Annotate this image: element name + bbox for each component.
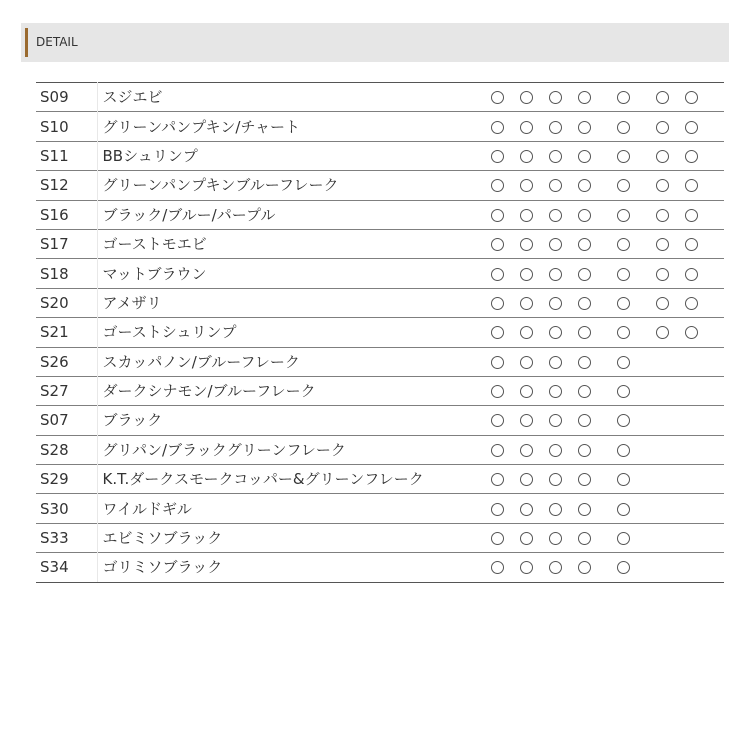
availability-cell	[483, 288, 512, 317]
section-header	[21, 23, 729, 62]
available-circle-icon	[491, 238, 504, 251]
available-circle-icon	[578, 238, 591, 251]
available-circle-icon	[520, 414, 533, 427]
availability-cell	[541, 141, 570, 170]
availability-cell	[648, 553, 677, 582]
available-circle-icon	[491, 268, 504, 281]
available-circle-icon	[656, 209, 669, 222]
color-name: ゴーストモエビ	[97, 229, 483, 258]
availability-cell	[483, 112, 512, 141]
availability-cell	[483, 553, 512, 582]
available-circle-icon	[685, 121, 698, 134]
availability-cell	[483, 318, 512, 347]
available-circle-icon	[617, 356, 630, 369]
availability-cell	[570, 553, 599, 582]
table-row	[36, 112, 724, 141]
available-circle-icon	[549, 473, 562, 486]
available-circle-icon	[685, 179, 698, 192]
availability-cell	[648, 229, 677, 258]
availability-cell	[599, 465, 648, 494]
available-circle-icon	[617, 238, 630, 251]
available-circle-icon	[549, 356, 562, 369]
available-circle-icon	[491, 414, 504, 427]
availability-cell	[541, 494, 570, 523]
availability-cell	[648, 259, 677, 288]
availability-cell	[648, 465, 677, 494]
availability-cell	[648, 141, 677, 170]
availability-cell	[541, 318, 570, 347]
available-circle-icon	[549, 268, 562, 281]
available-circle-icon	[491, 209, 504, 222]
available-circle-icon	[549, 561, 562, 574]
availability-cell	[677, 435, 706, 464]
availability-cell	[677, 318, 706, 347]
available-circle-icon	[656, 91, 669, 104]
availability-cell	[648, 406, 677, 435]
table-row	[36, 465, 724, 494]
color-name: ゴリミソブラック	[97, 553, 483, 582]
color-name: エビミソブラック	[97, 523, 483, 552]
available-circle-icon	[491, 473, 504, 486]
available-circle-icon	[549, 238, 562, 251]
row-spacer	[706, 288, 724, 317]
available-circle-icon	[617, 473, 630, 486]
available-circle-icon	[617, 385, 630, 398]
availability-cell	[648, 494, 677, 523]
availability-cell	[512, 318, 541, 347]
row-spacer	[706, 494, 724, 523]
availability-cell	[570, 112, 599, 141]
availability-cell	[599, 141, 648, 170]
availability-cell	[677, 288, 706, 317]
color-code: S26	[36, 347, 97, 376]
availability-cell	[599, 200, 648, 229]
availability-cell	[483, 171, 512, 200]
available-circle-icon	[685, 297, 698, 310]
availability-cell	[541, 83, 570, 112]
color-code: S28	[36, 435, 97, 464]
availability-cell	[541, 200, 570, 229]
availability-cell	[677, 83, 706, 112]
availability-cell	[541, 376, 570, 405]
table-row	[36, 523, 724, 552]
available-circle-icon	[549, 444, 562, 457]
color-code: S07	[36, 406, 97, 435]
available-circle-icon	[520, 532, 533, 545]
color-name: マットブラウン	[97, 259, 483, 288]
availability-cell	[512, 229, 541, 258]
availability-cell	[512, 376, 541, 405]
color-code: S27	[36, 376, 97, 405]
color-name: ダークシナモン/ブルーフレーク	[97, 376, 483, 405]
availability-cell	[570, 406, 599, 435]
availability-cell	[541, 465, 570, 494]
available-circle-icon	[491, 356, 504, 369]
availability-cell	[599, 288, 648, 317]
table-row	[36, 288, 724, 317]
available-circle-icon	[617, 532, 630, 545]
availability-cell	[648, 318, 677, 347]
availability-cell	[648, 200, 677, 229]
availability-cell	[648, 523, 677, 552]
available-circle-icon	[578, 356, 591, 369]
available-circle-icon	[685, 91, 698, 104]
availability-cell	[677, 229, 706, 258]
availability-cell	[599, 553, 648, 582]
color-name: グリパン/ブラックグリーンフレーク	[97, 435, 483, 464]
color-code: S21	[36, 318, 97, 347]
header-accent-bar	[25, 28, 28, 57]
available-circle-icon	[549, 503, 562, 516]
available-circle-icon	[491, 297, 504, 310]
row-spacer	[706, 376, 724, 405]
availability-cell	[483, 376, 512, 405]
available-circle-icon	[685, 268, 698, 281]
available-circle-icon	[578, 414, 591, 427]
availability-cell	[512, 406, 541, 435]
available-circle-icon	[617, 444, 630, 457]
availability-cell	[483, 141, 512, 170]
availability-cell	[570, 523, 599, 552]
table-row	[36, 406, 724, 435]
available-circle-icon	[520, 150, 533, 163]
color-name: ワイルドギル	[97, 494, 483, 523]
availability-cell	[541, 435, 570, 464]
available-circle-icon	[578, 503, 591, 516]
table-row	[36, 259, 724, 288]
availability-cell	[570, 435, 599, 464]
available-circle-icon	[578, 268, 591, 281]
availability-cell	[599, 171, 648, 200]
availability-cell	[677, 347, 706, 376]
available-circle-icon	[578, 179, 591, 192]
color-name: K.T.ダークスモークコッパー&グリーンフレーク	[97, 465, 483, 494]
availability-cell	[570, 376, 599, 405]
available-circle-icon	[491, 503, 504, 516]
availability-cell	[483, 259, 512, 288]
available-circle-icon	[578, 209, 591, 222]
available-circle-icon	[549, 297, 562, 310]
row-spacer	[706, 259, 724, 288]
available-circle-icon	[656, 297, 669, 310]
availability-cell	[677, 141, 706, 170]
availability-cell	[512, 553, 541, 582]
available-circle-icon	[617, 209, 630, 222]
row-spacer	[706, 406, 724, 435]
availability-cell	[570, 83, 599, 112]
availability-cell	[648, 435, 677, 464]
color-name: スジエビ	[97, 83, 483, 112]
available-circle-icon	[578, 121, 591, 134]
availability-cell	[599, 406, 648, 435]
available-circle-icon	[617, 179, 630, 192]
availability-cell	[570, 318, 599, 347]
available-circle-icon	[685, 150, 698, 163]
availability-cell	[483, 229, 512, 258]
available-circle-icon	[617, 503, 630, 516]
available-circle-icon	[549, 179, 562, 192]
available-circle-icon	[578, 385, 591, 398]
available-circle-icon	[549, 150, 562, 163]
availability-cell	[570, 171, 599, 200]
available-circle-icon	[520, 209, 533, 222]
availability-cell	[677, 112, 706, 141]
availability-cell	[677, 171, 706, 200]
available-circle-icon	[520, 444, 533, 457]
available-circle-icon	[520, 238, 533, 251]
available-circle-icon	[656, 268, 669, 281]
color-code: S30	[36, 494, 97, 523]
available-circle-icon	[656, 326, 669, 339]
availability-cell	[648, 83, 677, 112]
available-circle-icon	[549, 385, 562, 398]
available-circle-icon	[520, 179, 533, 192]
available-circle-icon	[491, 385, 504, 398]
availability-cell	[570, 494, 599, 523]
availability-cell	[570, 200, 599, 229]
color-code: S18	[36, 259, 97, 288]
availability-cell	[570, 465, 599, 494]
availability-cell	[483, 83, 512, 112]
table-row	[36, 318, 724, 347]
row-spacer	[706, 141, 724, 170]
available-circle-icon	[491, 150, 504, 163]
availability-cell	[541, 347, 570, 376]
availability-cell	[599, 112, 648, 141]
available-circle-icon	[491, 326, 504, 339]
available-circle-icon	[656, 179, 669, 192]
table-row	[36, 141, 724, 170]
availability-cell	[512, 171, 541, 200]
availability-cell	[512, 259, 541, 288]
available-circle-icon	[520, 503, 533, 516]
availability-cell	[541, 171, 570, 200]
availability-cell	[541, 112, 570, 141]
color-availability-table	[36, 82, 724, 583]
available-circle-icon	[549, 414, 562, 427]
row-spacer	[706, 523, 724, 552]
available-circle-icon	[520, 385, 533, 398]
available-circle-icon	[617, 91, 630, 104]
table-row	[36, 376, 724, 405]
color-name: スカッパノン/ブルーフレーク	[97, 347, 483, 376]
available-circle-icon	[520, 268, 533, 281]
availability-cell	[599, 347, 648, 376]
available-circle-icon	[491, 121, 504, 134]
section-title: DETAIL	[36, 35, 78, 49]
availability-cell	[570, 259, 599, 288]
available-circle-icon	[549, 209, 562, 222]
row-spacer	[706, 112, 724, 141]
availability-cell	[570, 347, 599, 376]
available-circle-icon	[549, 121, 562, 134]
table-row	[36, 553, 724, 582]
available-circle-icon	[578, 444, 591, 457]
availability-cell	[677, 465, 706, 494]
available-circle-icon	[520, 356, 533, 369]
availability-cell	[677, 259, 706, 288]
available-circle-icon	[617, 326, 630, 339]
available-circle-icon	[491, 532, 504, 545]
available-circle-icon	[491, 91, 504, 104]
availability-cell	[541, 406, 570, 435]
row-spacer	[706, 435, 724, 464]
availability-cell	[541, 553, 570, 582]
available-circle-icon	[578, 326, 591, 339]
availability-cell	[541, 288, 570, 317]
availability-cell	[541, 523, 570, 552]
available-circle-icon	[656, 238, 669, 251]
availability-cell	[483, 200, 512, 229]
available-circle-icon	[491, 179, 504, 192]
row-spacer	[706, 318, 724, 347]
color-name: BBシュリンプ	[97, 141, 483, 170]
available-circle-icon	[520, 121, 533, 134]
available-circle-icon	[685, 238, 698, 251]
color-code: S12	[36, 171, 97, 200]
available-circle-icon	[578, 561, 591, 574]
color-name: グリーンパンプキン/チャート	[97, 112, 483, 141]
availability-cell	[599, 229, 648, 258]
available-circle-icon	[491, 561, 504, 574]
availability-cell	[512, 494, 541, 523]
color-code: S16	[36, 200, 97, 229]
availability-cell	[648, 288, 677, 317]
available-circle-icon	[578, 532, 591, 545]
available-circle-icon	[617, 268, 630, 281]
available-circle-icon	[617, 150, 630, 163]
available-circle-icon	[685, 209, 698, 222]
color-name: アメザリ	[97, 288, 483, 317]
availability-cell	[512, 465, 541, 494]
available-circle-icon	[520, 91, 533, 104]
table-row	[36, 229, 724, 258]
availability-cell	[648, 347, 677, 376]
availability-cell	[483, 523, 512, 552]
available-circle-icon	[685, 326, 698, 339]
availability-cell	[512, 112, 541, 141]
availability-cell	[677, 494, 706, 523]
availability-cell	[677, 553, 706, 582]
availability-cell	[541, 259, 570, 288]
availability-cell	[677, 376, 706, 405]
available-circle-icon	[656, 121, 669, 134]
availability-cell	[512, 523, 541, 552]
available-circle-icon	[578, 91, 591, 104]
available-circle-icon	[578, 473, 591, 486]
availability-cell	[677, 200, 706, 229]
availability-cell	[648, 171, 677, 200]
color-code: S10	[36, 112, 97, 141]
available-circle-icon	[491, 444, 504, 457]
availability-cell	[483, 465, 512, 494]
availability-cell	[512, 200, 541, 229]
row-spacer	[706, 553, 724, 582]
available-circle-icon	[549, 91, 562, 104]
table-row	[36, 171, 724, 200]
availability-cell	[599, 259, 648, 288]
available-circle-icon	[617, 561, 630, 574]
table-row	[36, 83, 724, 112]
color-name: ブラック/ブルー/パープル	[97, 200, 483, 229]
availability-cell	[599, 83, 648, 112]
table-row	[36, 494, 724, 523]
available-circle-icon	[578, 297, 591, 310]
available-circle-icon	[549, 532, 562, 545]
table-row	[36, 347, 724, 376]
availability-cell	[483, 406, 512, 435]
color-name: ゴーストシュリンプ	[97, 318, 483, 347]
available-circle-icon	[549, 326, 562, 339]
availability-cell	[648, 376, 677, 405]
availability-cell	[512, 288, 541, 317]
availability-cell	[599, 523, 648, 552]
availability-cell	[599, 376, 648, 405]
color-code: S17	[36, 229, 97, 258]
color-code: S20	[36, 288, 97, 317]
row-spacer	[706, 83, 724, 112]
row-spacer	[706, 200, 724, 229]
availability-cell	[483, 347, 512, 376]
availability-cell	[512, 347, 541, 376]
availability-cell	[599, 435, 648, 464]
color-name: ブラック	[97, 406, 483, 435]
available-circle-icon	[656, 150, 669, 163]
available-circle-icon	[520, 561, 533, 574]
availability-cell	[512, 141, 541, 170]
color-code: S09	[36, 83, 97, 112]
row-spacer	[706, 171, 724, 200]
availability-cell	[570, 288, 599, 317]
available-circle-icon	[520, 326, 533, 339]
availability-cell	[483, 435, 512, 464]
availability-cell	[599, 494, 648, 523]
color-code: S29	[36, 465, 97, 494]
row-spacer	[706, 347, 724, 376]
availability-cell	[677, 406, 706, 435]
available-circle-icon	[520, 297, 533, 310]
availability-cell	[541, 229, 570, 258]
availability-cell	[483, 494, 512, 523]
table-row	[36, 200, 724, 229]
color-code: S34	[36, 553, 97, 582]
available-circle-icon	[520, 473, 533, 486]
color-code: S33	[36, 523, 97, 552]
available-circle-icon	[578, 150, 591, 163]
available-circle-icon	[617, 121, 630, 134]
color-name: グリーンパンプキンブルーフレーク	[97, 171, 483, 200]
table-row	[36, 435, 724, 464]
color-code: S11	[36, 141, 97, 170]
availability-cell	[570, 141, 599, 170]
availability-cell	[677, 523, 706, 552]
available-circle-icon	[617, 297, 630, 310]
row-spacer	[706, 229, 724, 258]
availability-cell	[599, 318, 648, 347]
availability-cell	[648, 112, 677, 141]
availability-cell	[570, 229, 599, 258]
availability-cell	[512, 83, 541, 112]
available-circle-icon	[617, 414, 630, 427]
row-spacer	[706, 465, 724, 494]
availability-cell	[512, 435, 541, 464]
